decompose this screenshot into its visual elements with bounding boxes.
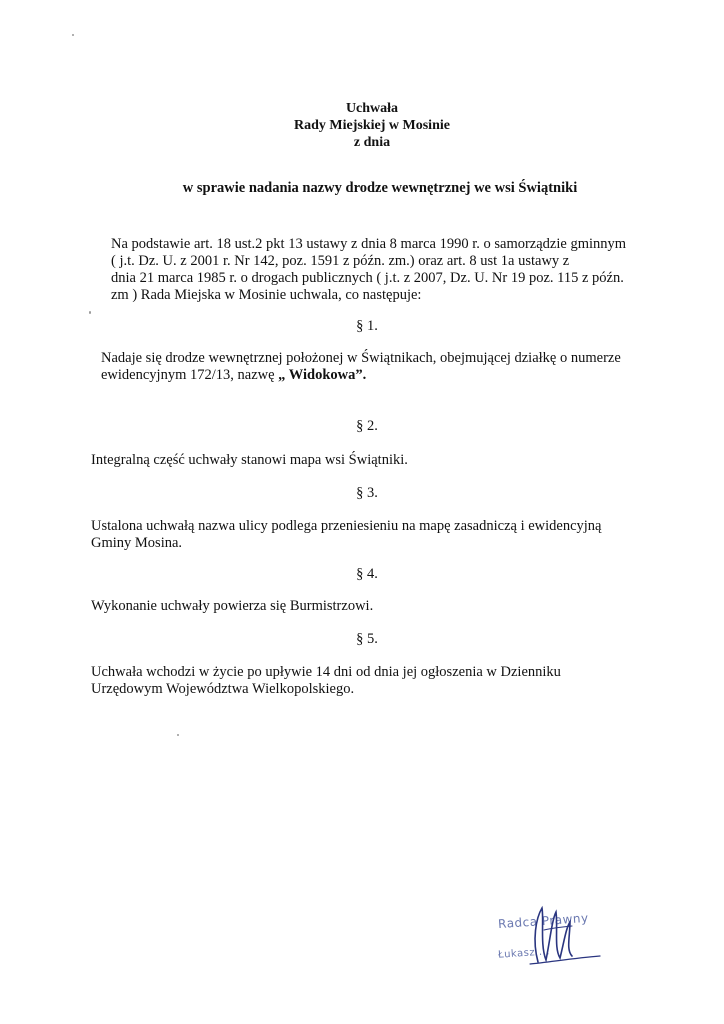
document-header [10, 100, 724, 151]
section-1-line: Nadaje się drodze wewnętrznej położonej w Świątnikach, obejmującej działkę o numerze [101, 350, 621, 366]
legal-counsel-stamp [480, 900, 630, 980]
section-1-label: § 1. [356, 318, 378, 334]
stamp-title: Radca Prawny [497, 910, 590, 932]
header-line-uchwala: Uchwała [345, 101, 399, 116]
section-2-line: Integralną część uchwały stanowi mapa wsi Świątniki. [91, 452, 408, 468]
section-4-line: Wykonanie uchwały powierza się Burmistrzowi. [91, 598, 374, 614]
section-3-line: Ustalona uchwałą nazwa ulicy podlega przeniesieniu na mapę zasadniczą i ewidencyjną [91, 518, 602, 534]
preamble [111, 236, 651, 304]
document-subject: w sprawie nadania nazwy drodze wewnętrznej we wsi Świątniki [182, 180, 578, 196]
section-1-line-text: ewidencyjnym 172/13, nazwę [101, 367, 279, 383]
section-5-body [91, 664, 661, 698]
preamble-line: zm ) Rada Miejska w Mosinie uchwala, co następuje: [111, 287, 422, 303]
preamble-line: dnia 21 marca 1985 r. o drogach publicznych ( j.t. z 2007, Dz. U. Nr 19 poz. 115 z późn. [111, 270, 624, 286]
section-5-label: § 5. [356, 631, 378, 647]
section-5-line: Uchwała wchodzi w życie po upływie 14 dni od dnia jej ogłoszenia w Dzienniku [91, 664, 561, 680]
section-2-label: § 2. [356, 418, 378, 434]
scan-speck [72, 34, 74, 36]
section-3-label: § 3. [356, 485, 378, 501]
section-4-body [91, 598, 651, 615]
street-name: „ Widokowa”. [278, 367, 367, 383]
header-line-date: z dnia [353, 135, 391, 150]
scan-speck [177, 734, 179, 736]
section-2-body [91, 452, 651, 469]
section-3-body [91, 518, 661, 552]
section-5-line: Urzędowym Województwa Wielkopolskiego. [91, 681, 355, 697]
section-1-body [101, 350, 661, 384]
section-3-line: Gminy Mosina. [91, 535, 183, 551]
scan-speck [89, 311, 91, 314]
stamp-name: Łukasz ... [497, 946, 551, 961]
preamble-line: ( j.t. Dz. U. z 2001 r. Nr 142, poz. 1591 z późn. zm.) oraz art. 8 ust 1a ustawy z [111, 253, 570, 269]
signature-icon [480, 900, 630, 980]
header-line-rada: Rady Miejskiej w Mosinie [294, 118, 450, 133]
section-1-line-2 [101, 367, 661, 384]
preamble-line: Na podstawie art. 18 ust.2 pkt 13 ustawy z dnia 8 marca 1990 r. o samorządzie gminnym [111, 236, 627, 252]
section-4-label: § 4. [356, 566, 378, 582]
